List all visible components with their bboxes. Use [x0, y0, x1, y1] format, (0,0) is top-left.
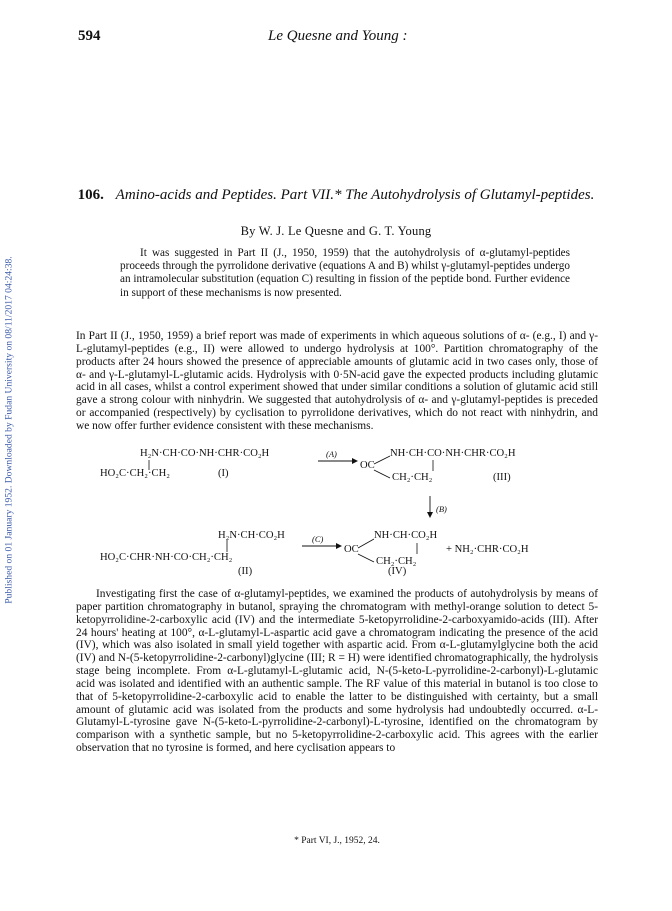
arrow-c-label: (C) [312, 534, 324, 544]
paragraph-1: In Part II (J., 1950, 1959) a brief report was made of experiments in which aqueous solutions of α- (e.g., I) and γ-L-glutamyl-peptides (e.g., II) were allowed to undergo hydrolysis at 100°. Partition chromatography of the products after 24 hours showed the presence of appreciable amounts of glutamic acid in two cases only, those of α- and γ-L-glutamyl-L-glutamic acids. Hydrolysis with 0·5N-acid gave the expected products including glutamic acid in all cases, whilst a control experiment showed that under similar conditions a solution of glutamic acid still gave a strong colour with ninhydrin. We suggested that autohydrolysis of α- and γ-glutamyl-peptides is preceded or accompanied (respectively) by cyclisation to pyrrolidone derivatives, which do not react with ninhydrin, and we now offer further evidence consistent with these mechanisms. [76, 330, 598, 432]
article-title: Amino-acids and Peptides. Part VII.* The Autohydrolysis of Glutamyl-peptides. [115, 187, 595, 203]
label-ii: (II) [238, 566, 253, 577]
compound-i-line1: H₂N·CH·CO·NH·CHR·CO₂H [140, 448, 270, 459]
footnote: * Part VI, J., 1952, 24. [294, 836, 380, 846]
page-number: 594 [78, 28, 101, 44]
compound-iii-top: NH·CH·CO·NH·CHR·CO₂H [390, 448, 516, 459]
arrow-b-label: (B) [436, 504, 447, 514]
compound-iii-oc: OC [360, 460, 375, 471]
article-title-block [76, 187, 596, 204]
compound-iv-top: NH·CH·CO₂H [374, 530, 438, 541]
compound-iv-bottom: CH₂·CH₂ [376, 556, 417, 567]
label-iv: (IV) [388, 566, 407, 577]
download-notice [2, 150, 16, 710]
ring-bond [374, 470, 390, 478]
reaction-scheme [100, 448, 580, 582]
arrow-a-label: (A) [326, 449, 337, 459]
authors: By W. J. Le Quesne and G. T. Young [240, 224, 432, 238]
arrow-c-head [336, 543, 342, 549]
compound-ii-line2: HO₂C·CHR·NH·CO·CH₂·CH₂ [100, 552, 233, 563]
label-i: (I) [218, 468, 229, 479]
label-iii: (III) [493, 472, 511, 483]
article-number: 106. [77, 187, 104, 203]
compound-ii-line1: H₂N·CH·CO₂H [218, 530, 285, 541]
running-header [78, 28, 598, 48]
product-amino-acid: + NH₂·CHR·CO₂H [446, 544, 529, 555]
download-notice-text: Published on 01 January 1952. Downloaded by Fudan University on 08/11/2017 04:24:38. [3, 256, 15, 604]
compound-iv-oc: OC [344, 544, 359, 555]
paragraph-2: Investigating first the case of α-glutamyl-peptides, we examined the products of autohydrolysis by means of paper partition chromatography in butanol, spraying the chromatogram with methyl-orange solution to detect 5-ketopyrrolidine-2-carboxylic acid (IV) and the intermediate 5-ketopyrrolidine-2-carboxyamido-acids (III). After 24 hours' heating at 100°, α-L-glutamyl-L-aspartic acid gave a chromatogram indicating the presence of the acid (IV), which was also isolated in small yield together with aspartic acid. From α-L-glutamylglycine both the acid (IV) and N-(5-ketopyrrolidine-2-carbonyl)glycine (III; R = H) were identified chromatographically, the hydrolysis stage being incomplete. From α-L-glutamyl-L-glutamic acid, N-(5-keto-L-pyrrolidine-2-carbonyl)-L-glutamic acid was isolated and identified with an authentic sample. The RF value of this material in butanol is too close to that of 5-ketopyrrolidine-2-carboxylic acid to enable the latter to be distinguished with certainty, but a small amount of glutamic acid was isolated from the products and some hydrolysis had undoubtedly occurred. α-L-Glutamyl-L-tyrosine gave N-(5-keto-L-pyrrolidine-2-carbonyl)-L-tyrosine, identified on the chromatogram by comparison with a synthetic sample, but no 5-ketopyrrolidine-2-carboxylic acid. This agrees with the earlier observation that no tyrosine is formed, and here cyclisation appears to [76, 588, 598, 755]
ring-bond [358, 554, 374, 562]
ring-bond [358, 539, 374, 548]
compound-iii-bottom: CH₂·CH₂ [392, 472, 433, 483]
running-title: Le Quesne and Young : [268, 28, 408, 44]
abstract: It was suggested in Part II (J., 1950, 1959) that the autohydrolysis of α-glutamyl-peptides proceeds through the pyrrolidone derivative (equations A and B) whilst γ-glutamyl-peptides undergo an intramolecular substitution (equation C) resulting in fission of the peptide bond. Further evidence in support of these mechanisms is now presented. [120, 247, 570, 299]
compound-i-line2: HO₂C·CH₂·CH₂ [100, 468, 170, 479]
arrow-b-head [427, 512, 433, 518]
arrow-a-head [352, 458, 358, 464]
ring-bond [374, 456, 390, 464]
